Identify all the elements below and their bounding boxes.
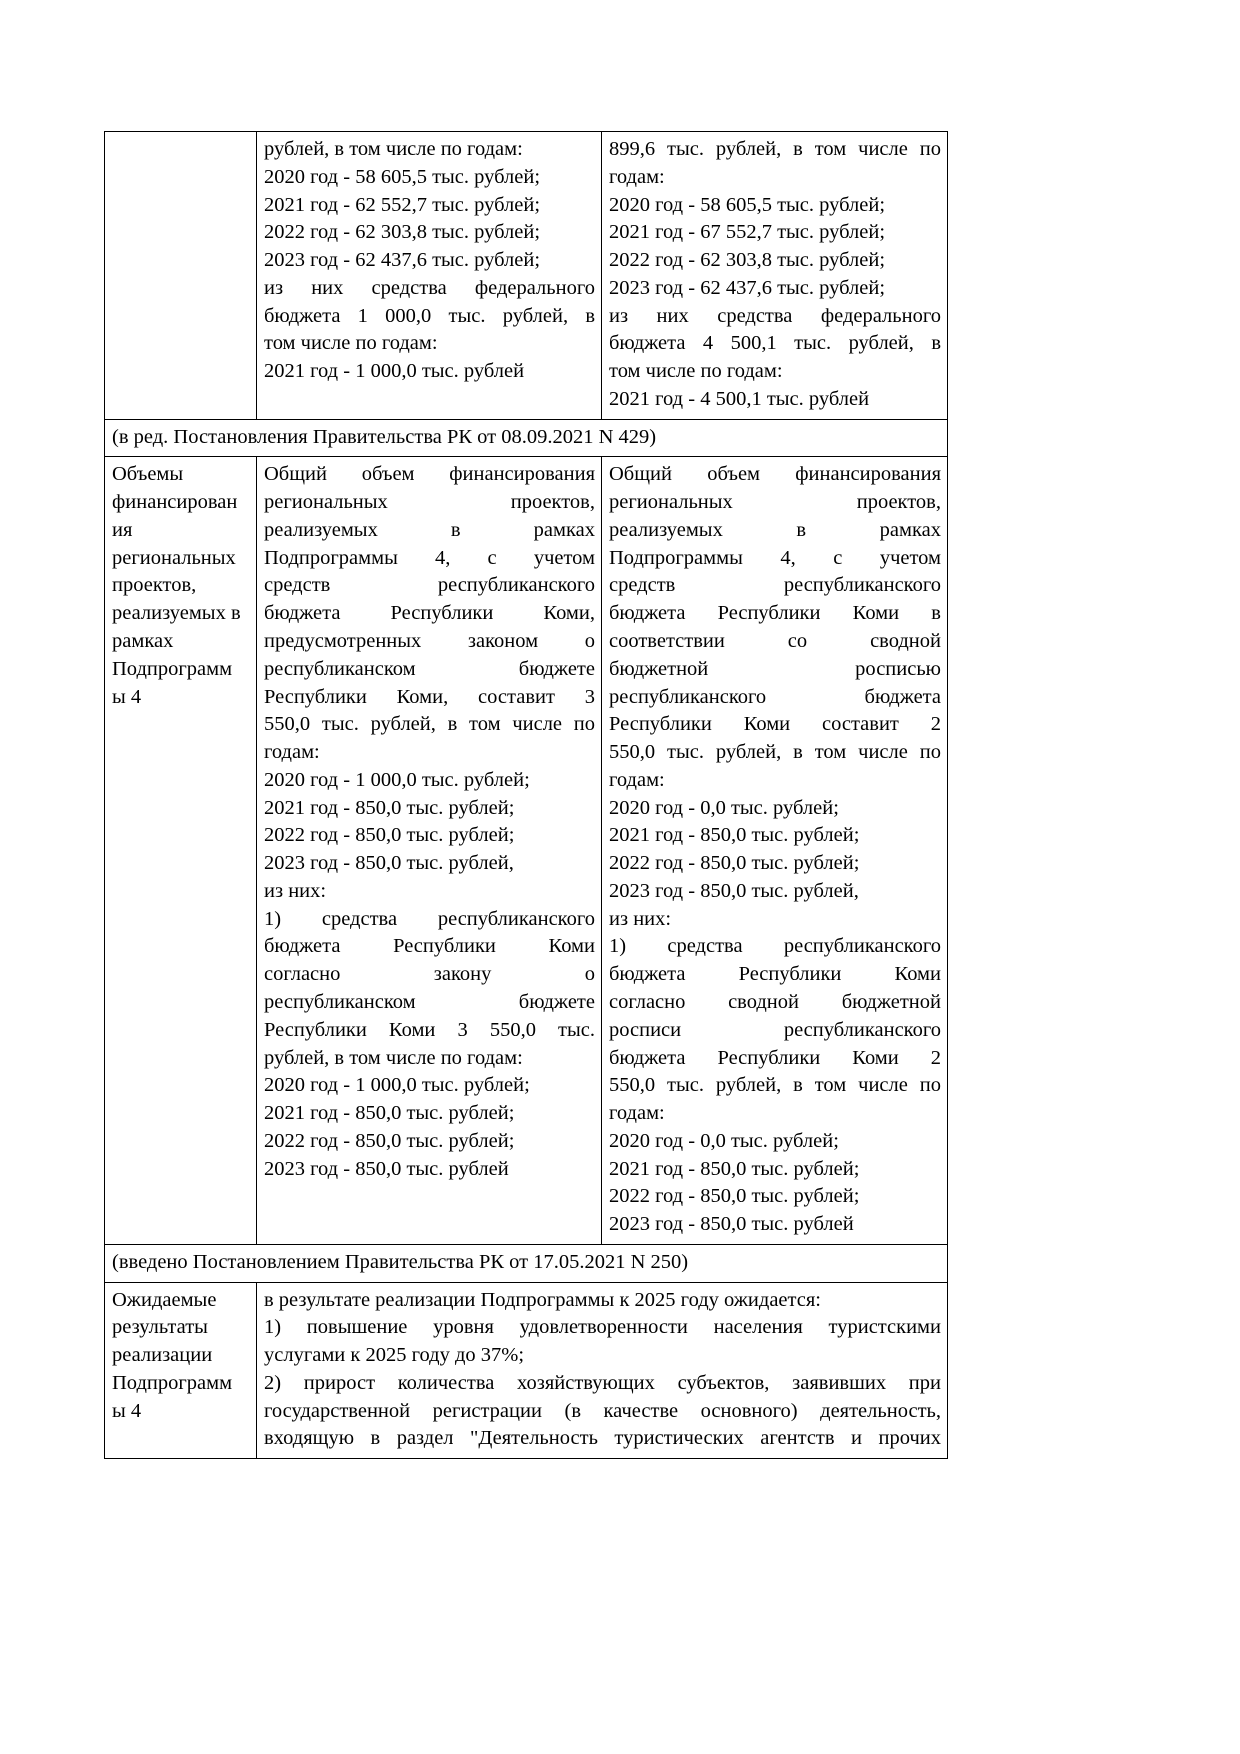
row-label-cell xyxy=(105,1282,257,1459)
text-line: реализуемых в рамках xyxy=(609,518,941,541)
text-line: 550,0 тыс. рублей, в том числе по xyxy=(609,741,941,764)
text-line: 2021 год - 67 552,7 тыс. рублей; xyxy=(609,221,886,244)
new-version-cell xyxy=(602,132,948,420)
text-line: согласно закону о xyxy=(264,963,595,986)
text-line: Подпрограмм xyxy=(112,657,233,680)
text-line: 899,6 тыс. рублей, в том числе по xyxy=(609,138,941,160)
text-line: Подпрограммы 4, с учетом xyxy=(264,546,595,569)
text-line: 2021 год - 1 000,0 тыс. рублей xyxy=(264,360,525,383)
text-line: 2020 год - 58 605,5 тыс. рублей; xyxy=(264,165,541,188)
text-line: средств республиканского xyxy=(264,574,595,597)
text-line: 550,0 тыс. рублей, в том числе по xyxy=(264,713,595,736)
text-line: 550,0 тыс. рублей, в том числе по xyxy=(609,1074,941,1097)
text-line: годам: xyxy=(609,768,665,791)
text-line: бюджетной росписью xyxy=(609,657,941,680)
text-line: 2021 год - 850,0 тыс. рублей; xyxy=(609,1157,860,1180)
text-line: Республики Коми 3 550,0 тыс. xyxy=(264,1018,595,1041)
text-line: региональных xyxy=(112,546,236,569)
text-line: Подпрограммы 4, с учетом xyxy=(609,546,941,569)
text-line: 1) повышение уровня удовлетворенности населения туристскими xyxy=(264,1316,941,1339)
table-row xyxy=(105,457,948,1244)
text-line: 2020 год - 0,0 тыс. рублей; xyxy=(609,796,839,819)
text-line: республиканского бюджета xyxy=(609,685,941,708)
text-line: Ожидаемые xyxy=(112,1288,217,1311)
text-line: услугами к 2025 году до 37%; xyxy=(264,1344,525,1367)
text-line: Общий объем финансирования xyxy=(609,463,941,486)
text-line: рублей, в том числе по годам: xyxy=(264,1046,523,1069)
row-label-cell xyxy=(105,132,257,420)
text-line: 2022 год - 62 303,8 тыс. рублей; xyxy=(264,221,541,244)
text-line: из них: xyxy=(609,907,672,930)
text-line: реализуемых в xyxy=(112,602,241,625)
text-line: годам: xyxy=(609,165,665,188)
text-line: 2020 год - 1 000,0 тыс. рублей; xyxy=(264,1074,530,1097)
text-line: Республики Коми составит 2 xyxy=(609,713,941,736)
new-version-cell xyxy=(602,457,948,1244)
text-line: годам: xyxy=(264,741,320,764)
text-line: согласно сводной бюджетной xyxy=(609,990,941,1013)
text-line: входящую в раздел "Деятельность туристических агентств и прочих xyxy=(264,1427,941,1450)
text-line: 2020 год - 0,0 тыс. рублей; xyxy=(609,1129,839,1152)
text-line: 2023 год - 850,0 тыс. рублей xyxy=(264,1157,509,1180)
text-line: 2023 год - 850,0 тыс. рублей xyxy=(609,1213,854,1236)
text-line: 1) средства республиканского xyxy=(609,935,941,958)
text-line: бюджета Республики Коми xyxy=(264,935,595,958)
text-line: ы 4 xyxy=(112,1399,142,1422)
text-line: в результате реализации Подпрограммы к 2025 году ожидается: xyxy=(264,1288,821,1311)
text-line: 2023 год - 850,0 тыс. рублей, xyxy=(609,879,859,902)
text-line: реализации xyxy=(112,1344,213,1367)
text-line: предусмотренных законом о xyxy=(264,630,595,653)
text-line: бюджета Республики Коми 2 xyxy=(609,1046,941,1069)
text-line: результаты xyxy=(112,1316,208,1339)
table-row xyxy=(105,1282,948,1459)
text-line: региональных проектов, xyxy=(264,491,595,514)
text-line: ы 4 xyxy=(112,685,142,708)
text-line: 1) средства республиканского xyxy=(264,907,595,930)
text-line: проектов, xyxy=(112,574,197,597)
text-line: Объемы xyxy=(112,463,184,486)
text-line: росписи республиканского xyxy=(609,1018,941,1041)
text-line: бюджета 1 000,0 тыс. рублей, в xyxy=(264,304,595,327)
amendment-note: (введено Постановлением Правительства РК от 17.05.2021 N 250) xyxy=(105,1244,948,1282)
text-line: 2023 год - 62 437,6 тыс. рублей; xyxy=(264,249,541,272)
text-line: 2023 год - 850,0 тыс. рублей, xyxy=(264,852,514,875)
text-line: 2022 год - 850,0 тыс. рублей; xyxy=(609,1185,860,1208)
text-line: из них: xyxy=(264,879,327,902)
text-line: бюджета Республики Коми, xyxy=(264,602,595,625)
text-line: региональных проектов, xyxy=(609,491,941,514)
text-line: годам: xyxy=(609,1102,665,1125)
text-line: средств республиканского xyxy=(609,574,941,597)
text-line: рамках xyxy=(112,630,174,653)
text-line: из них средства федерального xyxy=(609,304,941,327)
text-line: бюджета Республики Коми xyxy=(609,963,941,986)
text-line: 2022 год - 850,0 тыс. рублей; xyxy=(264,824,515,847)
old-version-cell xyxy=(257,457,602,1244)
table-row xyxy=(105,132,948,420)
text-line: 2022 год - 850,0 тыс. рублей; xyxy=(609,852,860,875)
text-line: 2021 год - 4 500,1 тыс. рублей xyxy=(609,387,870,410)
text-line: рублей, в том числе по годам: xyxy=(264,138,523,160)
text-line: Подпрограмм xyxy=(112,1371,233,1394)
text-line: бюджета 4 500,1 тыс. рублей, в xyxy=(609,332,941,355)
text-line: 2021 год - 850,0 тыс. рублей; xyxy=(264,796,515,819)
text-line: 2021 год - 850,0 тыс. рублей; xyxy=(264,1102,515,1125)
old-version-cell xyxy=(257,132,602,420)
text-line: соответствии со сводной xyxy=(609,630,941,653)
text-line: государственной регистрации (в качестве основного) деятельность, xyxy=(264,1399,941,1422)
row-label-cell xyxy=(105,457,257,1244)
text-line: 2022 год - 850,0 тыс. рублей; xyxy=(264,1129,515,1152)
expected-results-cell xyxy=(257,1282,948,1459)
text-line: 2023 год - 62 437,6 тыс. рублей; xyxy=(609,276,886,299)
text-line: Республики Коми, составит 3 xyxy=(264,685,595,708)
text-line: 2020 год - 58 605,5 тыс. рублей; xyxy=(609,193,886,216)
text-line: Общий объем финансирования xyxy=(264,463,595,486)
amendment-note: (в ред. Постановления Правительства РК от 08.09.2021 N 429) xyxy=(105,419,948,457)
text-line: том числе по годам: xyxy=(609,360,783,383)
text-line: 2) прирост количества хозяйствующих субъектов, заявивших при xyxy=(264,1371,941,1394)
table-row-note xyxy=(105,1244,948,1282)
text-line: из них средства федерального xyxy=(264,276,595,299)
text-line: финансирован xyxy=(112,491,238,514)
text-line: 2020 год - 1 000,0 тыс. рублей; xyxy=(264,768,530,791)
text-line: том числе по годам: xyxy=(264,332,438,355)
text-line: 2022 год - 62 303,8 тыс. рублей; xyxy=(609,249,886,272)
text-line: 2021 год - 62 552,7 тыс. рублей; xyxy=(264,193,541,216)
text-line: бюджета Республики Коми в xyxy=(609,602,941,625)
text-line: 2021 год - 850,0 тыс. рублей; xyxy=(609,824,860,847)
comparison-table xyxy=(104,131,948,1459)
text-line: республиканском бюджете xyxy=(264,657,595,680)
text-line: ия xyxy=(112,518,133,541)
text-line: реализуемых в рамках xyxy=(264,518,595,541)
table-row-note xyxy=(105,419,948,457)
text-line: республиканском бюджете xyxy=(264,990,595,1013)
